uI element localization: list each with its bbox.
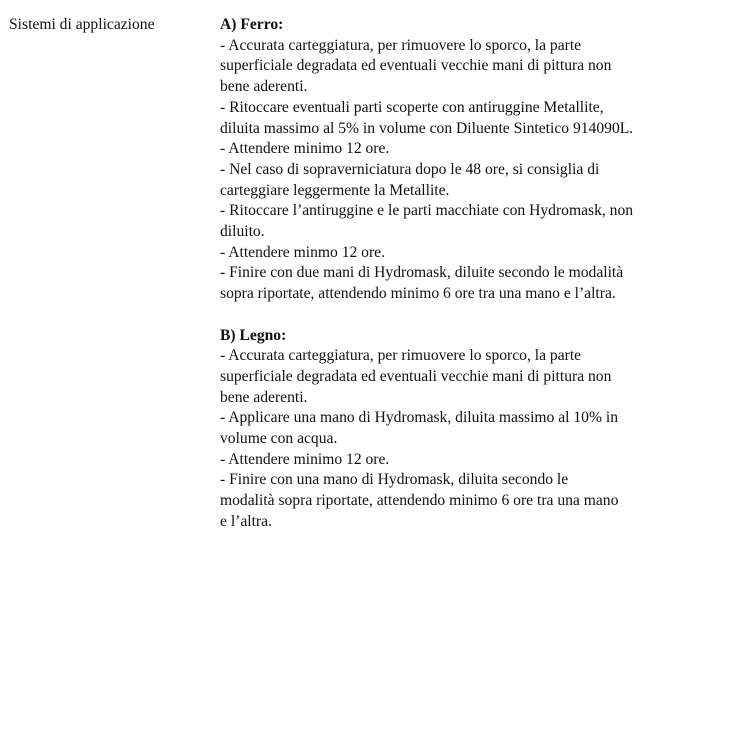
text-line: - Ritoccare l’antiruggine e le parti macchiate con Hydromask, non: [220, 202, 634, 220]
text-line: diluita massimo al 5% in volume con Diluente Sintetico 914090L.: [220, 119, 634, 137]
text-line: - Accurata carteggiatura, per rimuovere lo sporco, la parte: [220, 36, 582, 54]
section-title-ferro: A) Ferro:: [220, 16, 284, 33]
text-line: diluito.: [220, 223, 265, 241]
text-line: modalità sopra riportate, attendendo minimo 6 ore tra una mano: [220, 492, 619, 510]
section-legno: [220, 326, 720, 533]
text-line: - Attendere minimo 12 ore.: [220, 450, 390, 468]
text-line: - Attendere minmo 12 ore.: [220, 243, 385, 261]
text-line: bene aderenti.: [220, 388, 308, 406]
section-label: Sistemi di applicazione: [9, 16, 155, 33]
section-spacer: [220, 305, 720, 326]
text-line: - Nel caso di sopraverniciatura dopo le 48 ore, si consiglia di: [220, 160, 600, 178]
text-line: carteggiare leggermente la Metallite.: [220, 181, 450, 199]
text-line: volume con acqua.: [220, 430, 338, 448]
text-line: - Ritoccare eventuali parti scoperte con antiruggine Metallite,: [220, 98, 604, 116]
text-line: sopra riportate, attendendo minimo 6 ore tra una mano e l’altra.: [220, 285, 616, 303]
section-ferro: [220, 15, 720, 305]
text-line: - Applicare una mano di Hydromask, diluita massimo al 10% in: [220, 409, 618, 427]
text-line: - Finire con una mano di Hydromask, diluita secondo le: [220, 471, 569, 489]
text-line: superficiale degradata ed eventuali vecchie mani di pittura non: [220, 57, 612, 75]
text-line: bene aderenti.: [220, 78, 308, 96]
section-title-legno: B) Legno:: [220, 326, 287, 344]
text-line: - Finire con due mani di Hydromask, diluite secondo le modalità: [220, 264, 624, 282]
text-line: e l’altra.: [220, 512, 272, 530]
text-line: superficiale degradata ed eventuali vecchie mani di pittura non: [220, 367, 612, 385]
text-line: - Accurata carteggiatura, per rimuovere lo sporco, la parte: [220, 347, 582, 365]
application-systems-content: [220, 15, 720, 533]
text-line: - Attendere minimo 12 ore.: [220, 140, 390, 158]
